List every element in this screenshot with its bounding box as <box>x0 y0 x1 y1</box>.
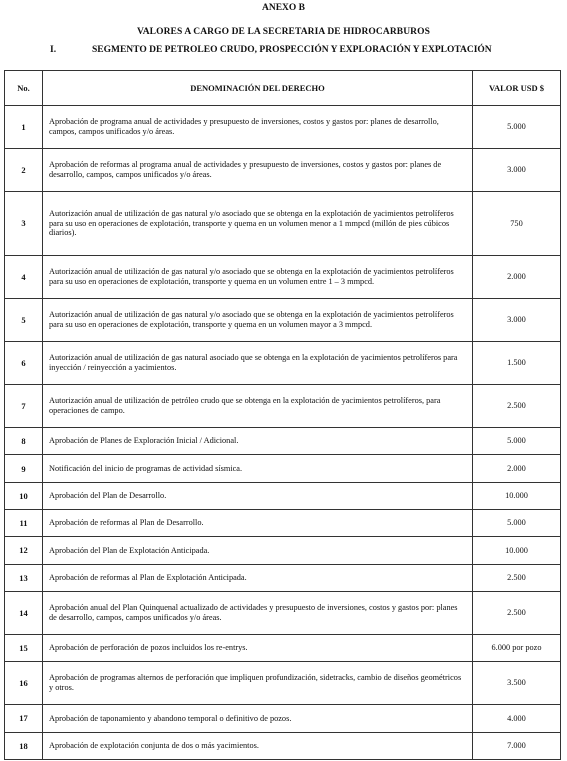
section-number: I. <box>50 45 57 55</box>
annex-heading: ANEXO B <box>261 3 306 13</box>
row-denomination: Aprobación de Planes de Exploración Inicial / Adicional. <box>43 428 473 455</box>
row-denomination: Aprobación de explotación conjunta de dos o más yacimientos. <box>43 732 473 759</box>
header-denomination: DENOMINACIÓN DEL DERECHO <box>43 71 473 106</box>
row-denomination: Aprobación del Plan de Desarrollo. <box>43 482 473 509</box>
row-number: 16 <box>5 662 43 705</box>
row-value: 5.000 <box>473 510 561 537</box>
row-number: 4 <box>5 255 43 298</box>
row-number: 9 <box>5 455 43 482</box>
row-number: 3 <box>5 192 43 256</box>
table-header-row <box>5 71 561 106</box>
row-denomination: Autorización anual de utilización de petróleo crudo que se obtenga en la explotación de yacimientos petrolíferos, para operaciones de campo. <box>43 385 473 428</box>
table-row <box>5 482 561 509</box>
row-denomination: Aprobación de perforación de pozos incluidos los re-entrys. <box>43 634 473 661</box>
table-row <box>5 510 561 537</box>
row-number: 17 <box>5 705 43 732</box>
table-row <box>5 385 561 428</box>
row-number: 2 <box>5 149 43 192</box>
row-number: 11 <box>5 510 43 537</box>
table-row <box>5 149 561 192</box>
row-denomination: Aprobación de programa anual de actividades y presupuesto de inversiones, costos y gastos por: planes de desarrollo, campos, campos unificados y/o áreas. <box>43 106 473 149</box>
row-number: 10 <box>5 482 43 509</box>
row-value: 10.000 <box>473 537 561 564</box>
row-number: 8 <box>5 428 43 455</box>
table-row <box>5 455 561 482</box>
section-heading <box>50 45 550 55</box>
row-value: 10.000 <box>473 482 561 509</box>
row-number: 15 <box>5 634 43 661</box>
header-value: VALOR USD $ <box>473 71 561 106</box>
row-value: 3.000 <box>473 149 561 192</box>
row-number: 18 <box>5 732 43 759</box>
row-denomination: Aprobación de reformas al programa anual de actividades y presupuesto de inversiones, costos y gastos por: planes de desarrollo, campos, campos unificados y/o áreas. <box>43 149 473 192</box>
row-number: 7 <box>5 385 43 428</box>
table-row <box>5 255 561 298</box>
row-denomination: Notificación del inicio de programas de actividad sísmica. <box>43 455 473 482</box>
row-value: 750 <box>473 192 561 256</box>
table-row <box>5 298 561 341</box>
row-number: 13 <box>5 564 43 591</box>
row-denomination: Aprobación del Plan de Explotación Anticipada. <box>43 537 473 564</box>
row-denomination: Aprobación de programas alternos de perforación que impliquen profundización, sidetracks, cambio de diseños geométricos y otros. <box>43 662 473 705</box>
row-value: 3.500 <box>473 662 561 705</box>
row-value: 5.000 <box>473 106 561 149</box>
row-value: 3.000 <box>473 298 561 341</box>
row-value: 2.000 <box>473 255 561 298</box>
row-denomination: Autorización anual de utilización de gas natural y/o asociado que se obtenga en la explotación de yacimientos petrolíferos para su uso en operaciones de explotación, transporte y quema en un volumen mayor a 3 mmpcd. <box>43 298 473 341</box>
table-row <box>5 662 561 705</box>
row-denomination: Aprobación de reformas al Plan de Desarrollo. <box>43 510 473 537</box>
document-title: VALORES A CARGO DE LA SECRETARIA DE HIDROCARBUROS <box>136 27 431 37</box>
header-no: No. <box>5 71 43 106</box>
row-value: 2.500 <box>473 564 561 591</box>
table-row <box>5 634 561 661</box>
row-value: 7.000 <box>473 732 561 759</box>
table-row <box>5 537 561 564</box>
row-number: 14 <box>5 591 43 634</box>
row-number: 6 <box>5 341 43 384</box>
row-number: 5 <box>5 298 43 341</box>
row-denomination: Autorización anual de utilización de gas natural asociado que se obtenga en la explotación de yacimientos petrolíferos para inyección / reinyección a yacimientos. <box>43 341 473 384</box>
table-row <box>5 732 561 759</box>
row-value: 2.500 <box>473 385 561 428</box>
row-value: 1.500 <box>473 341 561 384</box>
table-row <box>5 564 561 591</box>
row-value: 2.500 <box>473 591 561 634</box>
row-value: 6.000 por pozo <box>473 634 561 661</box>
row-denomination: Autorización anual de utilización de gas natural y/o asociado que se obtenga en la explotación de yacimientos petrolíferos para su uso en operaciones de explotación, transporte y quema en un volumen entre 1 – 3 mmpcd. <box>43 255 473 298</box>
fees-table <box>4 70 561 760</box>
section-title: SEGMENTO DE PETROLEO CRUDO, PROSPECCIÓN Y EXPLORACIÓN Y EXPLOTACIÓN <box>92 45 492 55</box>
row-number: 12 <box>5 537 43 564</box>
table-row <box>5 428 561 455</box>
table-row <box>5 341 561 384</box>
row-value: 2.000 <box>473 455 561 482</box>
table-row <box>5 106 561 149</box>
row-value: 5.000 <box>473 428 561 455</box>
table-row <box>5 192 561 256</box>
table-body <box>5 106 561 760</box>
table-row <box>5 591 561 634</box>
row-denomination: Aprobación de taponamiento y abandono temporal o definitivo de pozos. <box>43 705 473 732</box>
row-number: 1 <box>5 106 43 149</box>
row-denomination: Aprobación de reformas al Plan de Explotación Anticipada. <box>43 564 473 591</box>
row-denomination: Autorización anual de utilización de gas natural y/o asociado que se obtenga en la explotación de yacimientos petrolíferos para su uso en operaciones de explotación, transporte y quema en un volumen menor a 1 mmpcd (millón de pies cúbicos diarios). <box>43 192 473 256</box>
row-value: 4.000 <box>473 705 561 732</box>
table-row <box>5 705 561 732</box>
row-denomination: Aprobación anual del Plan Quinquenal actualizado de actividades y presupuesto de inversiones, costos y gastos por: planes de desarrollo, campos, campos unificados y/o áreas. <box>43 591 473 634</box>
